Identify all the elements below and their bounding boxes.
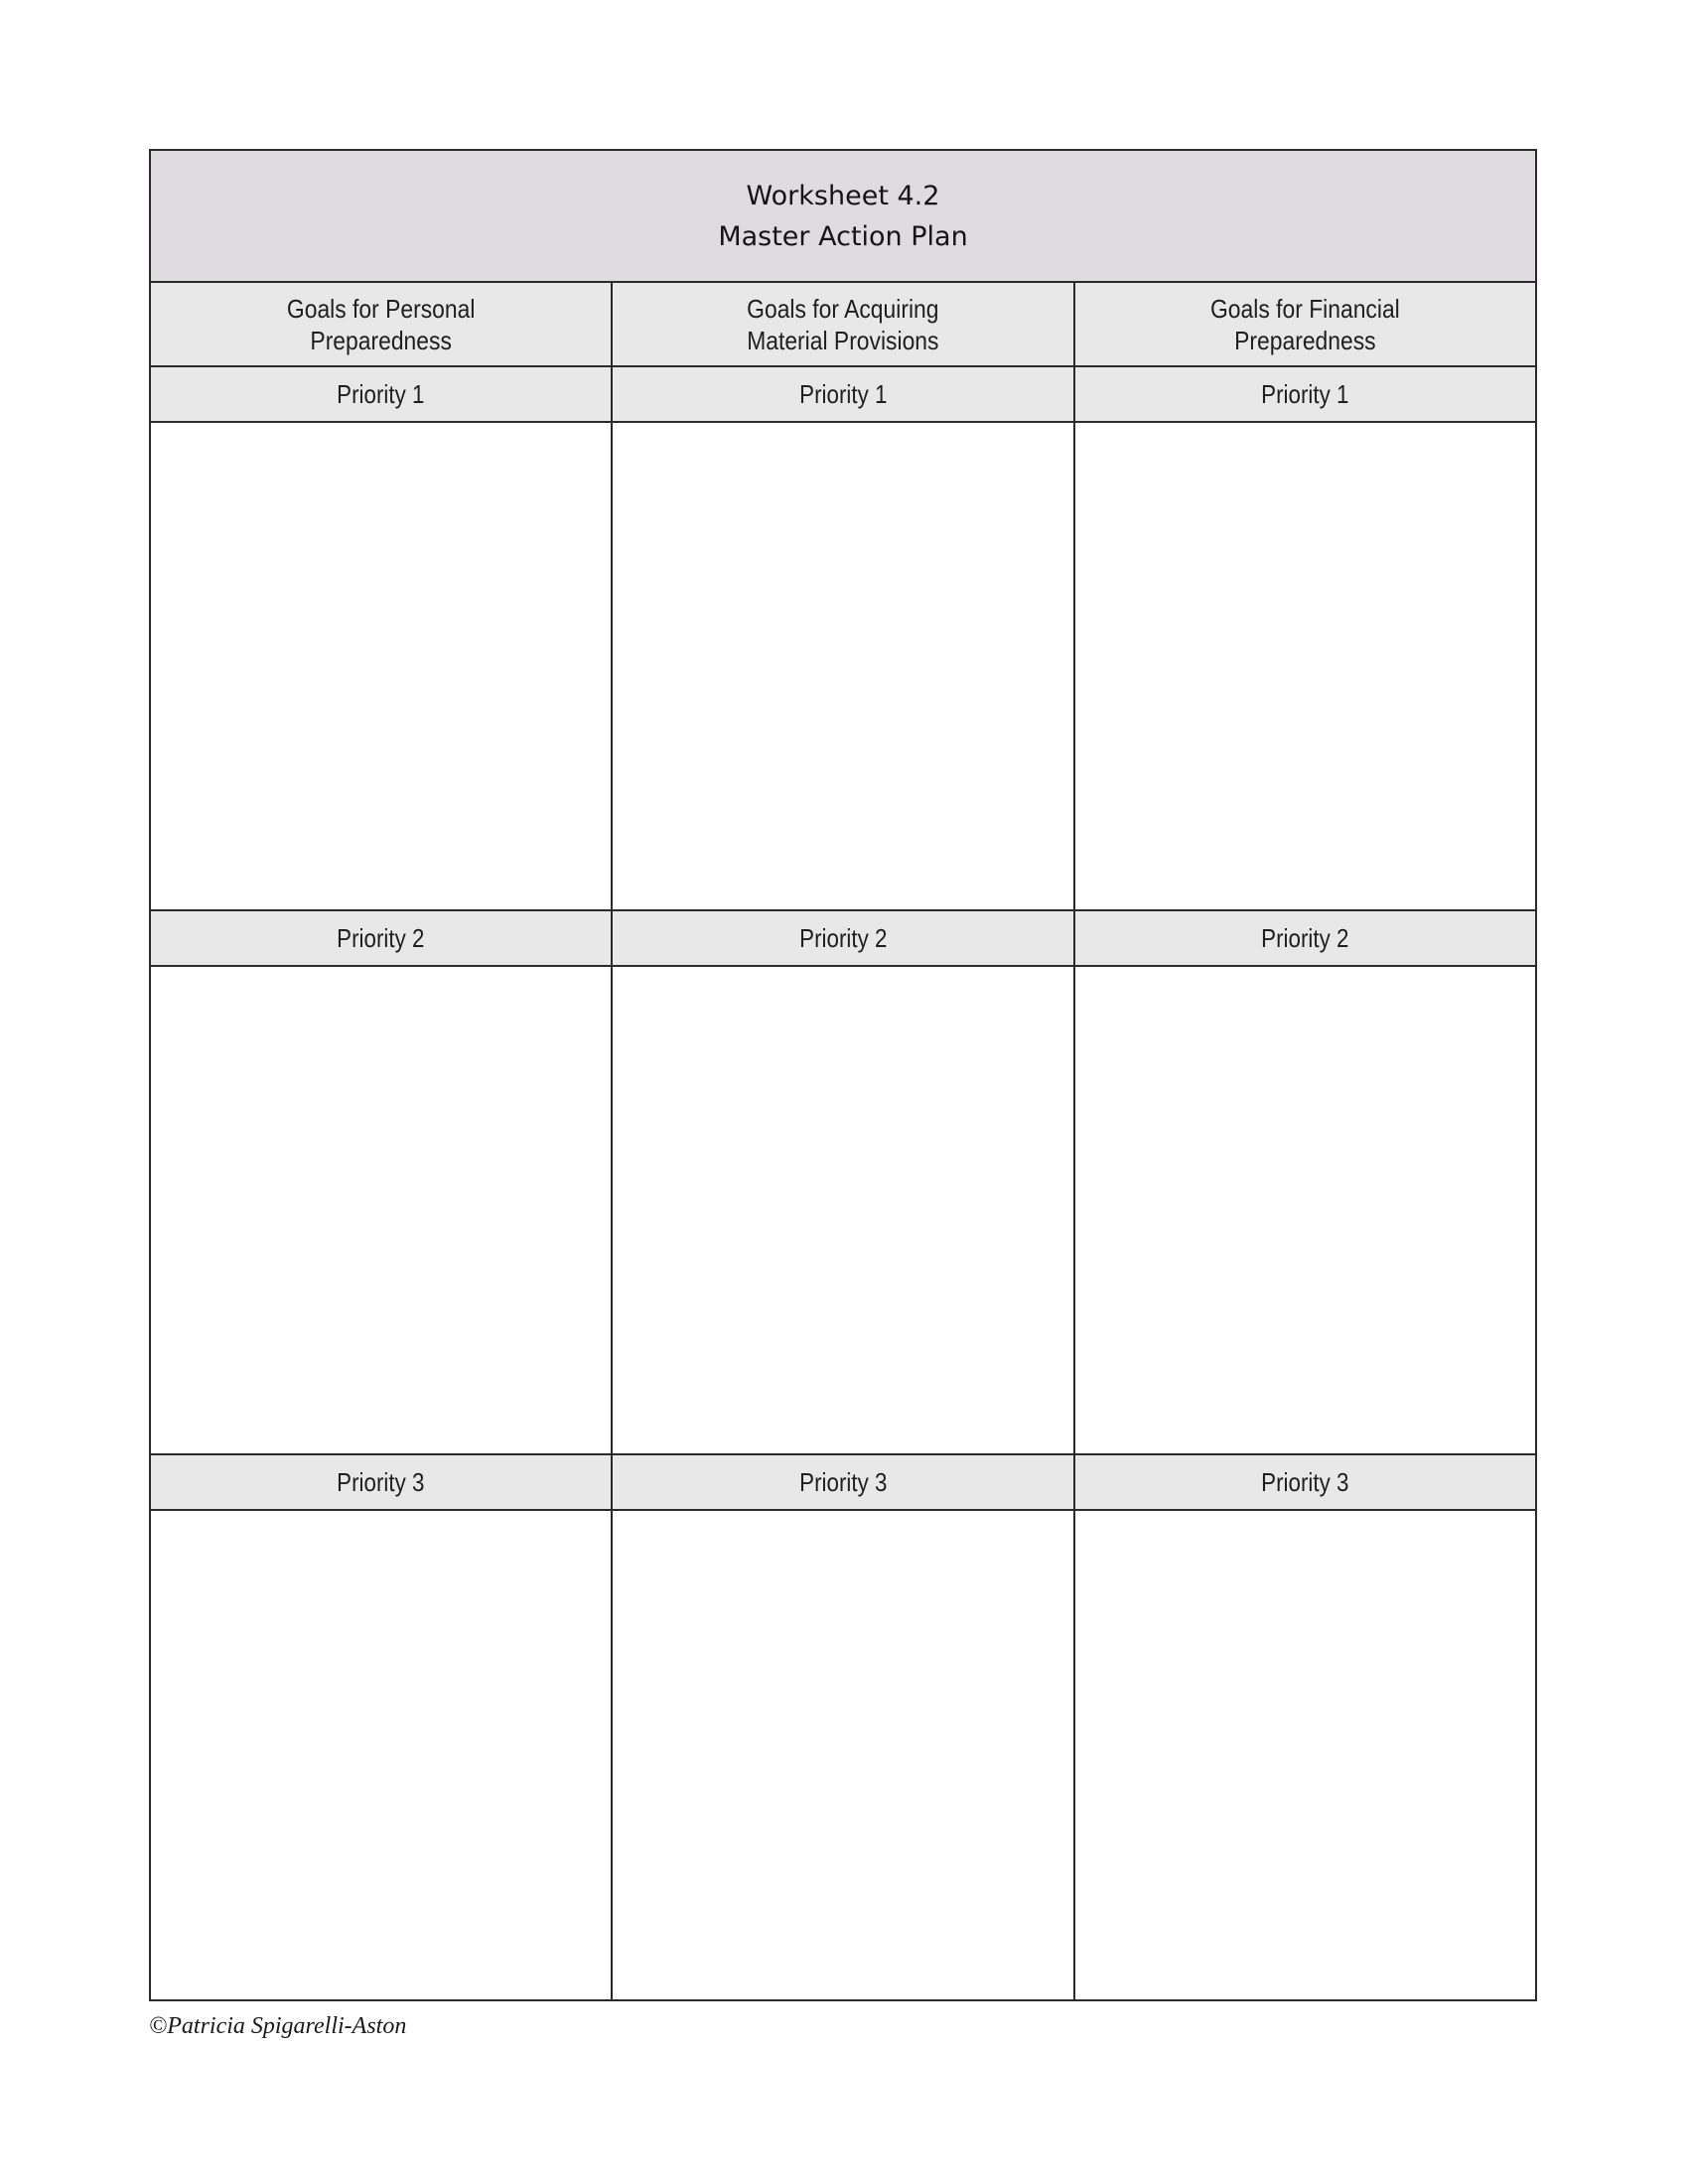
priority-label-text: Priority 2 <box>1261 922 1349 953</box>
priority-label-text: Priority 3 <box>337 1466 425 1497</box>
entry-box-material-priority-1[interactable] <box>613 423 1074 909</box>
copyright-notice: ©Patricia Spigarelli-Aston <box>149 2013 407 2039</box>
column-header-personal <box>151 283 613 365</box>
priority-1-entry-row <box>151 423 1535 911</box>
master-action-plan-table <box>149 149 1537 2001</box>
column-header-financial <box>1075 283 1535 365</box>
priority-label-text: Priority 3 <box>1261 1466 1349 1497</box>
priority-label <box>613 911 1074 965</box>
priority-label-text: Priority 1 <box>337 378 425 409</box>
column-header-material <box>613 283 1074 365</box>
priority-label <box>151 367 613 421</box>
priority-label-text: Priority 2 <box>798 922 888 953</box>
worksheet-number: Worksheet 4.2 <box>746 180 940 211</box>
entry-box-financial-priority-2[interactable] <box>1075 967 1535 1453</box>
column-header-line: Goals for Personal <box>286 293 476 324</box>
column-header-line: Preparedness <box>310 325 452 355</box>
priority-2-entry-row <box>151 967 1535 1455</box>
priority-label <box>1075 1455 1535 1509</box>
column-header-line: Material Provisions <box>747 325 939 355</box>
column-header-line: Preparedness <box>1234 325 1376 355</box>
entry-box-personal-priority-1[interactable] <box>151 423 613 909</box>
priority-1-header-row <box>151 367 1535 423</box>
priority-3-header-row <box>151 1455 1535 1511</box>
priority-label <box>151 911 613 965</box>
priority-label <box>613 1455 1074 1509</box>
priority-3-entry-row <box>151 1511 1535 1999</box>
column-header-line: Goals for Acquiring <box>747 293 939 324</box>
priority-2-header-row <box>151 911 1535 967</box>
priority-label-text: Priority 2 <box>337 922 425 953</box>
priority-label-text: Priority 1 <box>798 378 888 409</box>
priority-label-text: Priority 1 <box>1261 378 1349 409</box>
entry-box-material-priority-2[interactable] <box>613 967 1074 1453</box>
entry-box-personal-priority-2[interactable] <box>151 967 613 1453</box>
priority-label-text: Priority 3 <box>798 1466 888 1497</box>
worksheet-title: Master Action Plan <box>718 220 968 252</box>
priority-label <box>1075 367 1535 421</box>
column-header-row <box>151 283 1535 367</box>
worksheet-title-block <box>151 151 1535 283</box>
column-header-line: Goals for Financial <box>1209 293 1400 324</box>
priority-label <box>613 367 1074 421</box>
entry-box-financial-priority-1[interactable] <box>1075 423 1535 909</box>
priority-label <box>1075 911 1535 965</box>
entry-box-personal-priority-3[interactable] <box>151 1511 613 1999</box>
priority-label <box>151 1455 613 1509</box>
entry-box-financial-priority-3[interactable] <box>1075 1511 1535 1999</box>
entry-box-material-priority-3[interactable] <box>613 1511 1074 1999</box>
